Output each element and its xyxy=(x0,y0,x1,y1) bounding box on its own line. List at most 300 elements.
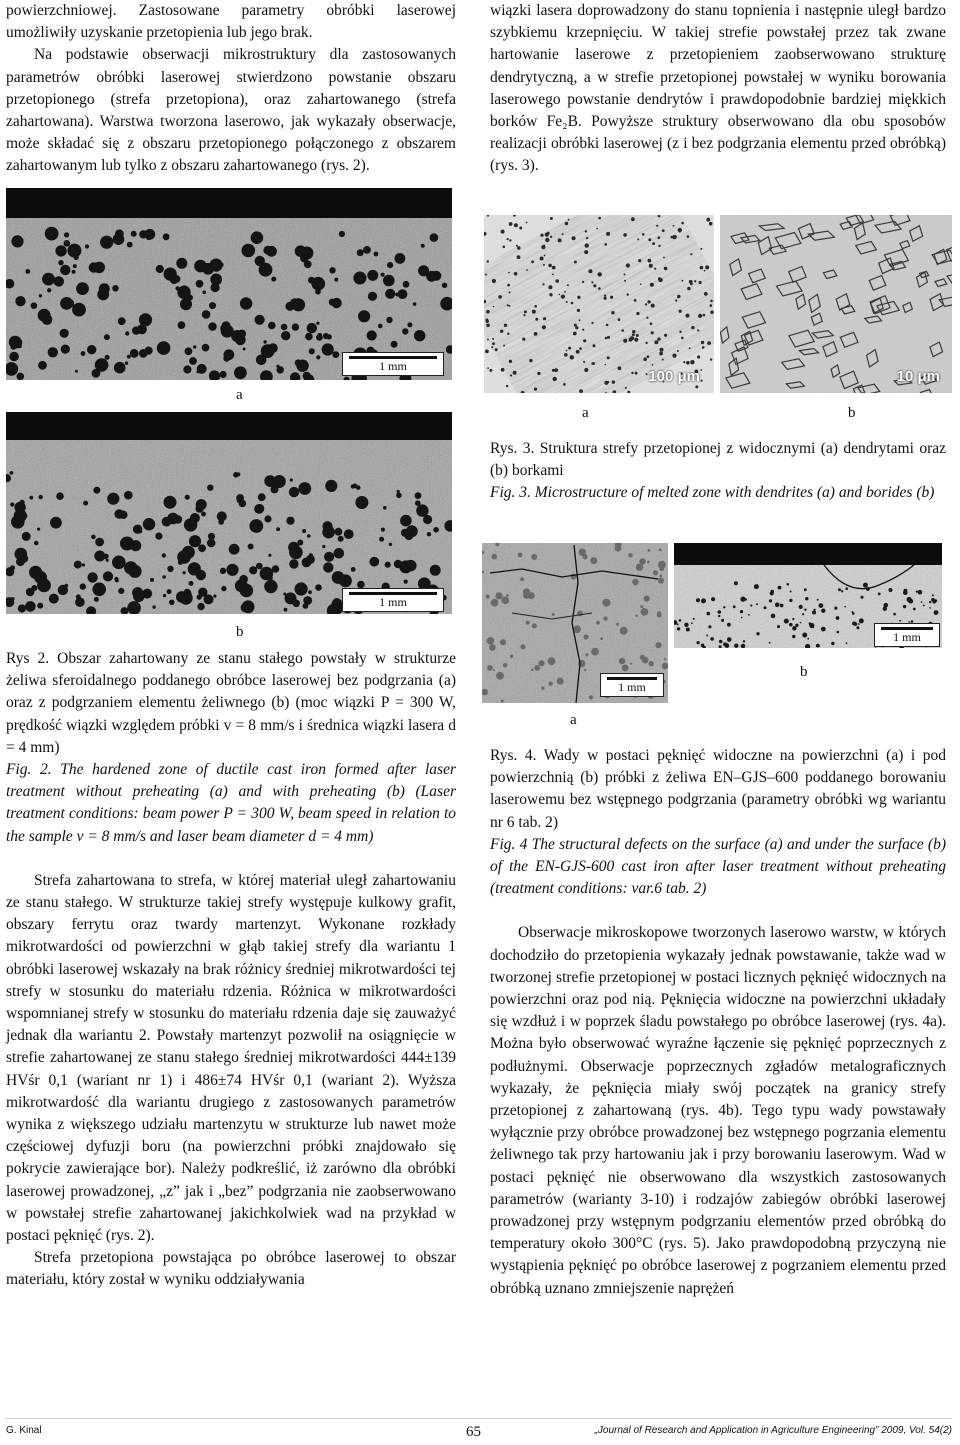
graphite-nodule xyxy=(903,605,906,608)
graphite-nodule xyxy=(82,563,85,566)
graphite-nodule xyxy=(114,362,126,374)
graphite-nodule xyxy=(243,348,246,351)
graphite-nodule xyxy=(856,626,859,629)
graphite-nodule xyxy=(553,377,557,381)
graphite-nodule xyxy=(56,492,64,500)
graphite-nodule xyxy=(283,593,286,596)
graphite-nodule xyxy=(489,644,496,651)
graphite-nodule xyxy=(162,575,166,579)
graphite-nodule xyxy=(631,217,635,221)
graphite-nodule xyxy=(632,579,639,586)
graphite-nodule xyxy=(652,364,654,366)
graphite-nodule xyxy=(629,338,633,342)
graphite-nodule xyxy=(355,496,368,509)
graphite-nodule xyxy=(628,553,633,558)
graphite-nodule xyxy=(138,529,143,534)
graphite-nodule xyxy=(605,337,608,340)
graphite-nodule xyxy=(573,332,577,336)
graphite-nodule xyxy=(493,669,495,671)
graphite-nodule xyxy=(120,537,134,551)
graphite-nodule xyxy=(682,280,684,282)
graphite-nodule xyxy=(315,584,322,591)
graphite-nodule xyxy=(249,566,257,574)
graphite-nodule xyxy=(934,611,936,613)
graphite-nodule xyxy=(701,380,703,382)
graphite-nodule xyxy=(93,487,100,494)
graphite-nodule xyxy=(627,293,629,295)
graphite-nodule xyxy=(647,355,650,358)
left-column-bottom xyxy=(6,648,456,1292)
fig4a-label: a xyxy=(570,712,577,728)
graphite-nodule xyxy=(331,298,341,308)
graphite-nodule xyxy=(197,595,202,600)
graphite-nodule xyxy=(664,658,666,660)
graphite-nodule xyxy=(277,366,284,373)
graphite-nodule xyxy=(679,230,682,233)
graphite-nodule xyxy=(10,502,14,506)
graphite-nodule xyxy=(555,370,557,372)
graphite-nodule xyxy=(684,623,688,627)
graphite-nodule xyxy=(501,368,505,372)
graphite-nodule xyxy=(85,244,89,248)
graphite-nodule xyxy=(80,583,86,589)
graphite-nodule xyxy=(566,301,568,303)
graphite-nodule xyxy=(812,611,816,615)
graphite-nodule xyxy=(635,615,637,617)
graphite-nodule xyxy=(212,274,216,278)
graphite-nodule xyxy=(60,265,70,275)
graphite-nodule xyxy=(540,257,544,261)
graphite-nodule xyxy=(503,246,506,249)
graphite-nodule xyxy=(130,349,139,358)
graphite-nodule xyxy=(654,340,658,344)
graphite-nodule xyxy=(368,292,377,301)
graphite-nodule xyxy=(256,504,265,513)
graphite-nodule xyxy=(686,314,690,318)
graphite-nodule xyxy=(564,383,566,385)
graphite-nodule xyxy=(156,265,164,273)
graphite-nodule xyxy=(591,648,599,656)
graphite-nodule xyxy=(383,275,395,287)
graphite-nodule xyxy=(197,603,204,610)
graphite-nodule xyxy=(677,350,679,352)
graphite-nodule xyxy=(696,598,700,602)
graphite-nodule xyxy=(193,345,196,348)
graphite-nodule xyxy=(756,632,759,635)
graphite-nodule xyxy=(163,233,170,240)
graphite-nodule xyxy=(756,603,758,605)
graphite-nodule xyxy=(750,604,752,606)
graphite-nodule xyxy=(292,323,299,330)
graphite-nodule xyxy=(367,270,378,281)
graphite-nodule xyxy=(303,596,312,605)
graphite-nodule xyxy=(196,280,204,288)
graphite-nodule xyxy=(72,303,86,317)
graphite-nodule xyxy=(659,352,663,356)
graphite-nodule xyxy=(559,294,561,296)
graphite-nodule xyxy=(598,272,602,276)
graphite-nodule xyxy=(583,339,586,342)
graphite-nodule xyxy=(416,504,428,516)
graphite-nodule xyxy=(132,326,140,334)
graphite-nodule xyxy=(100,236,113,249)
graphite-nodule xyxy=(657,611,661,615)
graphite-nodule xyxy=(789,599,792,602)
graphite-nodule xyxy=(173,275,181,283)
graphite-nodule xyxy=(45,227,59,241)
graphite-nodule xyxy=(679,310,682,313)
graphite-nodule xyxy=(622,665,629,672)
graphite-nodule xyxy=(619,658,625,664)
graphite-nodule xyxy=(538,660,544,666)
graphite-nodule xyxy=(671,236,674,239)
graphite-nodule xyxy=(175,286,179,290)
graphite-nodule xyxy=(770,591,774,595)
graphite-nodule xyxy=(540,234,543,237)
graphite-nodule xyxy=(640,283,642,285)
graphite-nodule xyxy=(25,269,30,274)
graphite-nodule xyxy=(543,264,545,266)
graphite-nodule xyxy=(107,493,119,505)
graphite-nodule xyxy=(550,217,553,220)
graphite-nodule xyxy=(503,345,505,347)
graphite-nodule xyxy=(690,253,692,255)
graphite-nodule xyxy=(741,617,743,619)
graphite-nodule xyxy=(357,249,364,256)
graphite-nodule xyxy=(285,592,297,604)
graphite-nodule xyxy=(379,537,384,542)
fig2a-scalebar: 1 mm xyxy=(342,352,444,376)
graphite-nodule xyxy=(185,347,193,355)
graphite-nodule xyxy=(558,238,562,242)
graphite-nodule xyxy=(526,222,528,224)
graphite-nodule xyxy=(618,366,622,370)
graphite-nodule xyxy=(632,330,635,333)
graphite-nodule xyxy=(703,314,706,317)
graphite-nodule xyxy=(630,663,632,665)
graphite-nodule xyxy=(221,586,226,591)
graphite-nodule xyxy=(634,299,637,302)
graphite-nodule xyxy=(491,346,493,348)
graphite-nodule xyxy=(48,347,58,357)
graphite-nodule xyxy=(545,238,549,242)
graphite-nodule xyxy=(645,342,647,344)
graphite-nodule xyxy=(509,360,512,363)
graphite-nodule xyxy=(106,559,109,562)
graphite-nodule xyxy=(356,485,361,490)
graphite-nodule xyxy=(290,298,299,307)
graphite-nodule xyxy=(520,644,525,649)
graphite-nodule xyxy=(498,295,502,299)
graphite-nodule xyxy=(570,355,574,359)
graphite-nodule xyxy=(618,318,621,321)
graphite-nodule xyxy=(710,637,714,641)
graphite-nodule xyxy=(493,306,495,308)
graphite-nodule xyxy=(550,236,552,238)
graphite-nodule xyxy=(516,245,518,247)
graphite-nodule xyxy=(921,601,923,603)
graphite-nodule xyxy=(557,678,564,685)
graphite-nodule xyxy=(510,374,512,376)
graphite-nodule xyxy=(169,600,175,606)
graphite-nodule xyxy=(780,604,784,608)
graphite-nodule xyxy=(74,255,79,260)
graphite-nodule xyxy=(702,346,705,349)
graphite-nodule xyxy=(421,244,425,248)
graphite-nodule xyxy=(612,380,615,383)
graphite-nodule xyxy=(495,348,498,351)
graphite-nodule xyxy=(526,621,530,625)
graphite-nodule xyxy=(664,334,667,337)
graphite-nodule xyxy=(532,310,536,314)
graphite-nodule xyxy=(433,527,439,533)
graphite-nodule xyxy=(26,588,35,597)
graphite-nodule xyxy=(239,494,244,499)
graphite-nodule xyxy=(883,607,887,611)
graphite-nodule xyxy=(800,622,802,624)
graphite-nodule xyxy=(634,338,638,342)
graphite-nodule xyxy=(710,300,713,303)
graphite-nodule xyxy=(534,665,540,671)
graphite-nodule xyxy=(507,333,509,335)
graphite-nodule xyxy=(620,627,628,635)
graphite-nodule xyxy=(400,515,412,527)
graphite-nodule xyxy=(29,496,33,500)
graphite-nodule xyxy=(698,314,702,318)
right-column-top xyxy=(490,0,946,178)
graphite-nodule xyxy=(893,613,896,616)
graphite-nodule xyxy=(189,581,194,586)
graphite-nodule xyxy=(316,355,320,359)
graphite-nodule xyxy=(381,528,385,532)
graphite-nodule xyxy=(176,258,187,269)
graphite-nodule xyxy=(932,594,934,596)
graphite-nodule xyxy=(600,637,603,640)
graphite-nodule xyxy=(22,532,31,541)
graphite-nodule xyxy=(506,594,509,597)
graphite-nodule xyxy=(531,669,534,672)
graphite-nodule xyxy=(17,373,25,380)
graphite-nodule xyxy=(118,317,126,325)
graphite-nodule xyxy=(506,385,508,387)
graphite-nodule xyxy=(636,334,639,337)
graphite-nodule xyxy=(575,326,578,329)
fig3b-scale-text: 10 μm xyxy=(896,368,940,385)
graphite-nodule xyxy=(87,572,97,582)
graphite-nodule xyxy=(163,594,166,597)
graphite-nodule xyxy=(487,367,489,369)
graphite-nodule xyxy=(662,359,664,361)
graphite-nodule xyxy=(76,282,89,295)
graphite-nodule xyxy=(258,493,266,501)
graphite-nodule xyxy=(701,644,705,648)
graphite-nodule xyxy=(916,591,918,593)
graphite-nodule xyxy=(700,266,704,270)
graphite-nodule xyxy=(351,567,356,572)
graphite-nodule xyxy=(549,293,552,296)
graphite-nodule xyxy=(677,623,679,625)
graphite-nodule xyxy=(213,595,216,598)
graphite-nodule xyxy=(603,616,607,620)
graphite-nodule xyxy=(598,287,601,290)
fig3-captions xyxy=(490,438,946,505)
graphite-nodule xyxy=(358,310,370,322)
graphite-nodule xyxy=(431,271,441,281)
graphite-nodule xyxy=(124,491,133,500)
graphite-nodule xyxy=(248,544,254,550)
graphite-nodule xyxy=(300,247,313,260)
graphite-nodule xyxy=(650,283,654,287)
graphite-nodule xyxy=(139,230,147,238)
graphite-nodule xyxy=(681,337,684,340)
graphite-nodule xyxy=(653,570,658,575)
graphite-nodule xyxy=(229,544,240,555)
graphite-nodule xyxy=(211,283,220,292)
graphite-nodule xyxy=(552,274,554,276)
graphite-nodule xyxy=(87,345,96,354)
graphite-nodule xyxy=(721,619,724,622)
graphite-nodule xyxy=(152,605,155,608)
graphite-nodule xyxy=(302,558,312,568)
graphite-nodule xyxy=(92,583,106,597)
graphite-nodule xyxy=(118,588,124,594)
graphite-nodule xyxy=(119,511,127,519)
graphite-nodule xyxy=(718,615,720,617)
fig4-caption-pl: Rys. 4. Wady w postaci pęknięć widoczne na powierzchni (a) i pod powierzchnią (b) próbki z żeliwa EN–GJS–600 poddanego borowaniu laserowemu bez wstępnego podgrzania (parametry obróbki wg wariantu nr 6 tab. 2) xyxy=(490,747,946,831)
graphite-nodule xyxy=(701,341,704,344)
graphite-nodule xyxy=(507,284,510,287)
graphite-nodule xyxy=(727,637,732,642)
graphite-nodule xyxy=(579,389,583,393)
graphite-nodule xyxy=(487,260,489,262)
graphite-nodule xyxy=(566,350,568,352)
graphite-nodule xyxy=(645,303,647,305)
graphite-nodule xyxy=(162,553,166,557)
graphite-nodule xyxy=(689,347,691,349)
graphite-nodule xyxy=(226,564,238,576)
graphite-nodule xyxy=(647,300,650,303)
graphite-nodule xyxy=(687,287,691,291)
graphite-nodule xyxy=(584,368,588,372)
graphite-nodule xyxy=(103,554,109,560)
graphite-nodule xyxy=(143,518,155,530)
graphite-nodule xyxy=(509,222,513,226)
graphite-nodule xyxy=(145,347,153,355)
graphite-nodule xyxy=(683,361,685,363)
graphite-nodule xyxy=(209,302,216,309)
graphite-nodule xyxy=(492,279,496,283)
graphite-nodule xyxy=(239,575,248,584)
graphite-nodule xyxy=(584,669,586,671)
graphite-nodule xyxy=(10,565,15,570)
graphite-nodule xyxy=(489,369,492,372)
graphite-nodule xyxy=(837,631,840,634)
graphite-nodule xyxy=(733,605,736,608)
graphite-nodule xyxy=(636,312,639,315)
graphite-nodule xyxy=(548,682,552,686)
graphite-nodule xyxy=(202,291,206,295)
graphite-nodule xyxy=(544,255,546,257)
graphite-nodule xyxy=(655,642,661,648)
graphite-nodule xyxy=(841,590,843,592)
graphite-nodule xyxy=(699,281,702,284)
graphite-nodule xyxy=(281,331,290,340)
graphite-nodule xyxy=(606,232,610,236)
footer-journal: „Journal of Research and Application in Agriculture Engineering” 2009, Vol. 54(2) xyxy=(594,1425,952,1436)
graphite-nodule xyxy=(577,309,580,312)
graphite-nodule xyxy=(39,294,42,297)
graphite-nodule xyxy=(812,627,814,629)
graphite-nodule xyxy=(430,233,439,242)
graphite-nodule xyxy=(663,257,665,259)
graphite-nodule xyxy=(524,310,527,313)
graphite-nodule xyxy=(398,289,408,299)
graphite-nodule xyxy=(37,528,40,531)
graphite-nodule xyxy=(327,334,332,339)
graphite-nodule xyxy=(707,341,711,345)
graphite-nodule xyxy=(593,362,596,365)
graphite-nodule xyxy=(501,700,504,703)
graphite-nodule xyxy=(542,325,546,329)
graphite-nodule xyxy=(700,316,702,318)
graphite-nodule xyxy=(769,642,771,644)
graphite-nodule xyxy=(778,586,782,590)
graphite-nodule xyxy=(189,357,197,365)
graphite-nodule xyxy=(707,612,711,616)
graphite-nodule xyxy=(378,324,383,329)
graphite-nodule xyxy=(561,295,565,299)
graphite-nodule xyxy=(534,305,537,308)
graphite-nodule xyxy=(787,583,790,586)
graphite-nodule xyxy=(706,635,708,637)
graphite-nodule xyxy=(769,599,772,602)
graphite-nodule xyxy=(831,642,834,645)
graphite-nodule xyxy=(266,246,277,257)
graphite-nodule xyxy=(167,566,173,572)
graphite-nodule xyxy=(47,288,51,292)
graphite-nodule xyxy=(404,580,408,584)
graphite-nodule xyxy=(532,623,537,628)
graphite-nodule xyxy=(640,605,643,608)
graphite-nodule xyxy=(802,613,804,615)
graphite-nodule xyxy=(651,331,654,334)
graphite-nodule xyxy=(641,608,649,616)
fig3b-micrograph xyxy=(720,215,952,393)
fig3a-micrograph xyxy=(484,215,714,393)
graphite-nodule xyxy=(582,281,584,283)
graphite-nodule xyxy=(704,270,706,272)
graphite-nodule xyxy=(189,535,201,547)
graphite-nodule xyxy=(705,265,709,269)
graphite-nodule xyxy=(207,485,213,491)
graphite-nodule xyxy=(517,255,521,259)
graphite-nodule xyxy=(510,655,513,658)
graphite-nodule xyxy=(9,352,19,362)
graphite-nodule xyxy=(626,263,630,267)
graphite-nodule xyxy=(799,605,803,609)
graphite-nodule xyxy=(325,480,337,492)
graphite-nodule xyxy=(177,550,191,564)
graphite-nodule xyxy=(485,350,489,354)
graphite-nodule xyxy=(405,560,416,571)
graphite-nodule xyxy=(197,364,207,374)
graphite-nodule xyxy=(697,329,699,331)
graphite-nodule xyxy=(385,289,395,299)
graphite-nodule xyxy=(386,317,392,323)
graphite-nodule xyxy=(585,243,589,247)
graphite-nodule xyxy=(500,330,503,333)
graphite-nodule xyxy=(590,557,597,564)
